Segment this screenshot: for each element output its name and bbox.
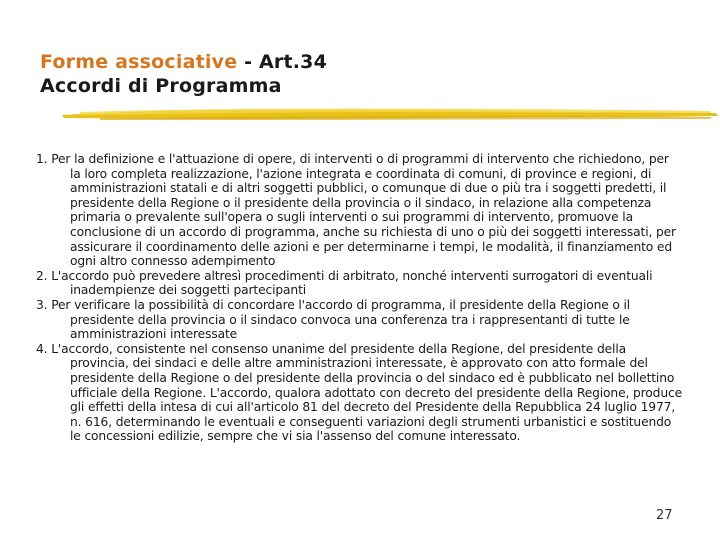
- list-item: 1. Per la definizione e l'attuazione di opere, di interventi o di programmi di intervento che richiedono, per la loro completa realizzazione, l'azione integrata e coordinata di comuni, di province e regioni, di amministrazioni statali e di altri soggetti pubblici, o comunque di due o più tra i soggetti predetti, il presidente della Regione o il presidente della provincia o il sindaco, in relazione alla competenza primaria o prevalente sull'opera o sugli interventi o sui programmi di intervento, promuove la conclusione di un accordo di programma, anche su richiesta di uno o più dei soggetti interessati, per assicurare il coordinamento delle azioni e per determinarne i tempi, le modalità, il finanziamento ed ogni altro connesso adempimento: [36, 152, 676, 269]
- list-item: 2. L'accordo può prevedere altresì procedimenti di arbitrato, nonché interventi surrogatori di eventuali inadempienze dei soggetti partecipanti: [36, 268, 653, 298]
- brush-stroke-divider: [60, 104, 720, 124]
- list-item: 3. Per verificare la possibilità di concordare l'accordo di programma, il presidente della Regione o il presidente della provincia o il sindaco convoca una conferenza tra i rappresentanti di tutte le amministrazioni interessate: [36, 297, 631, 342]
- title-accent: Forme associative: [40, 51, 238, 73]
- list-item: 4. L'accordo, consistente nel consenso unanime del presidente della Regione, del presidente della provincia, dei sindaci e delle altre amministrazioni interessate, è approvato con atto formale del presidente della Regione o del presidente della provincia o del sindaco ed è pubblicato nel bollettino ufficiale della Regione. L'accordo, qualora adottato con decreto del presidente della Regione, produce gli effetti della intesa di cui all'articolo 81 del decreto del Presidente della Repubblica 24 luglio 1977, n. 616, determinando le eventuali e conseguenti variazioni degli strumenti urbanistici e sostituendo le concessioni edilizie, sempre che vi sia l'assenso del comune interessato.: [36, 341, 682, 444]
- slide-title: [40, 50, 327, 98]
- title-line-2: Accordi di Programma: [40, 75, 282, 97]
- title-line-1: [40, 50, 327, 74]
- article-paragraphs: [36, 152, 682, 444]
- title-article: - Art.34: [237, 51, 328, 73]
- page-number: 27: [656, 508, 673, 523]
